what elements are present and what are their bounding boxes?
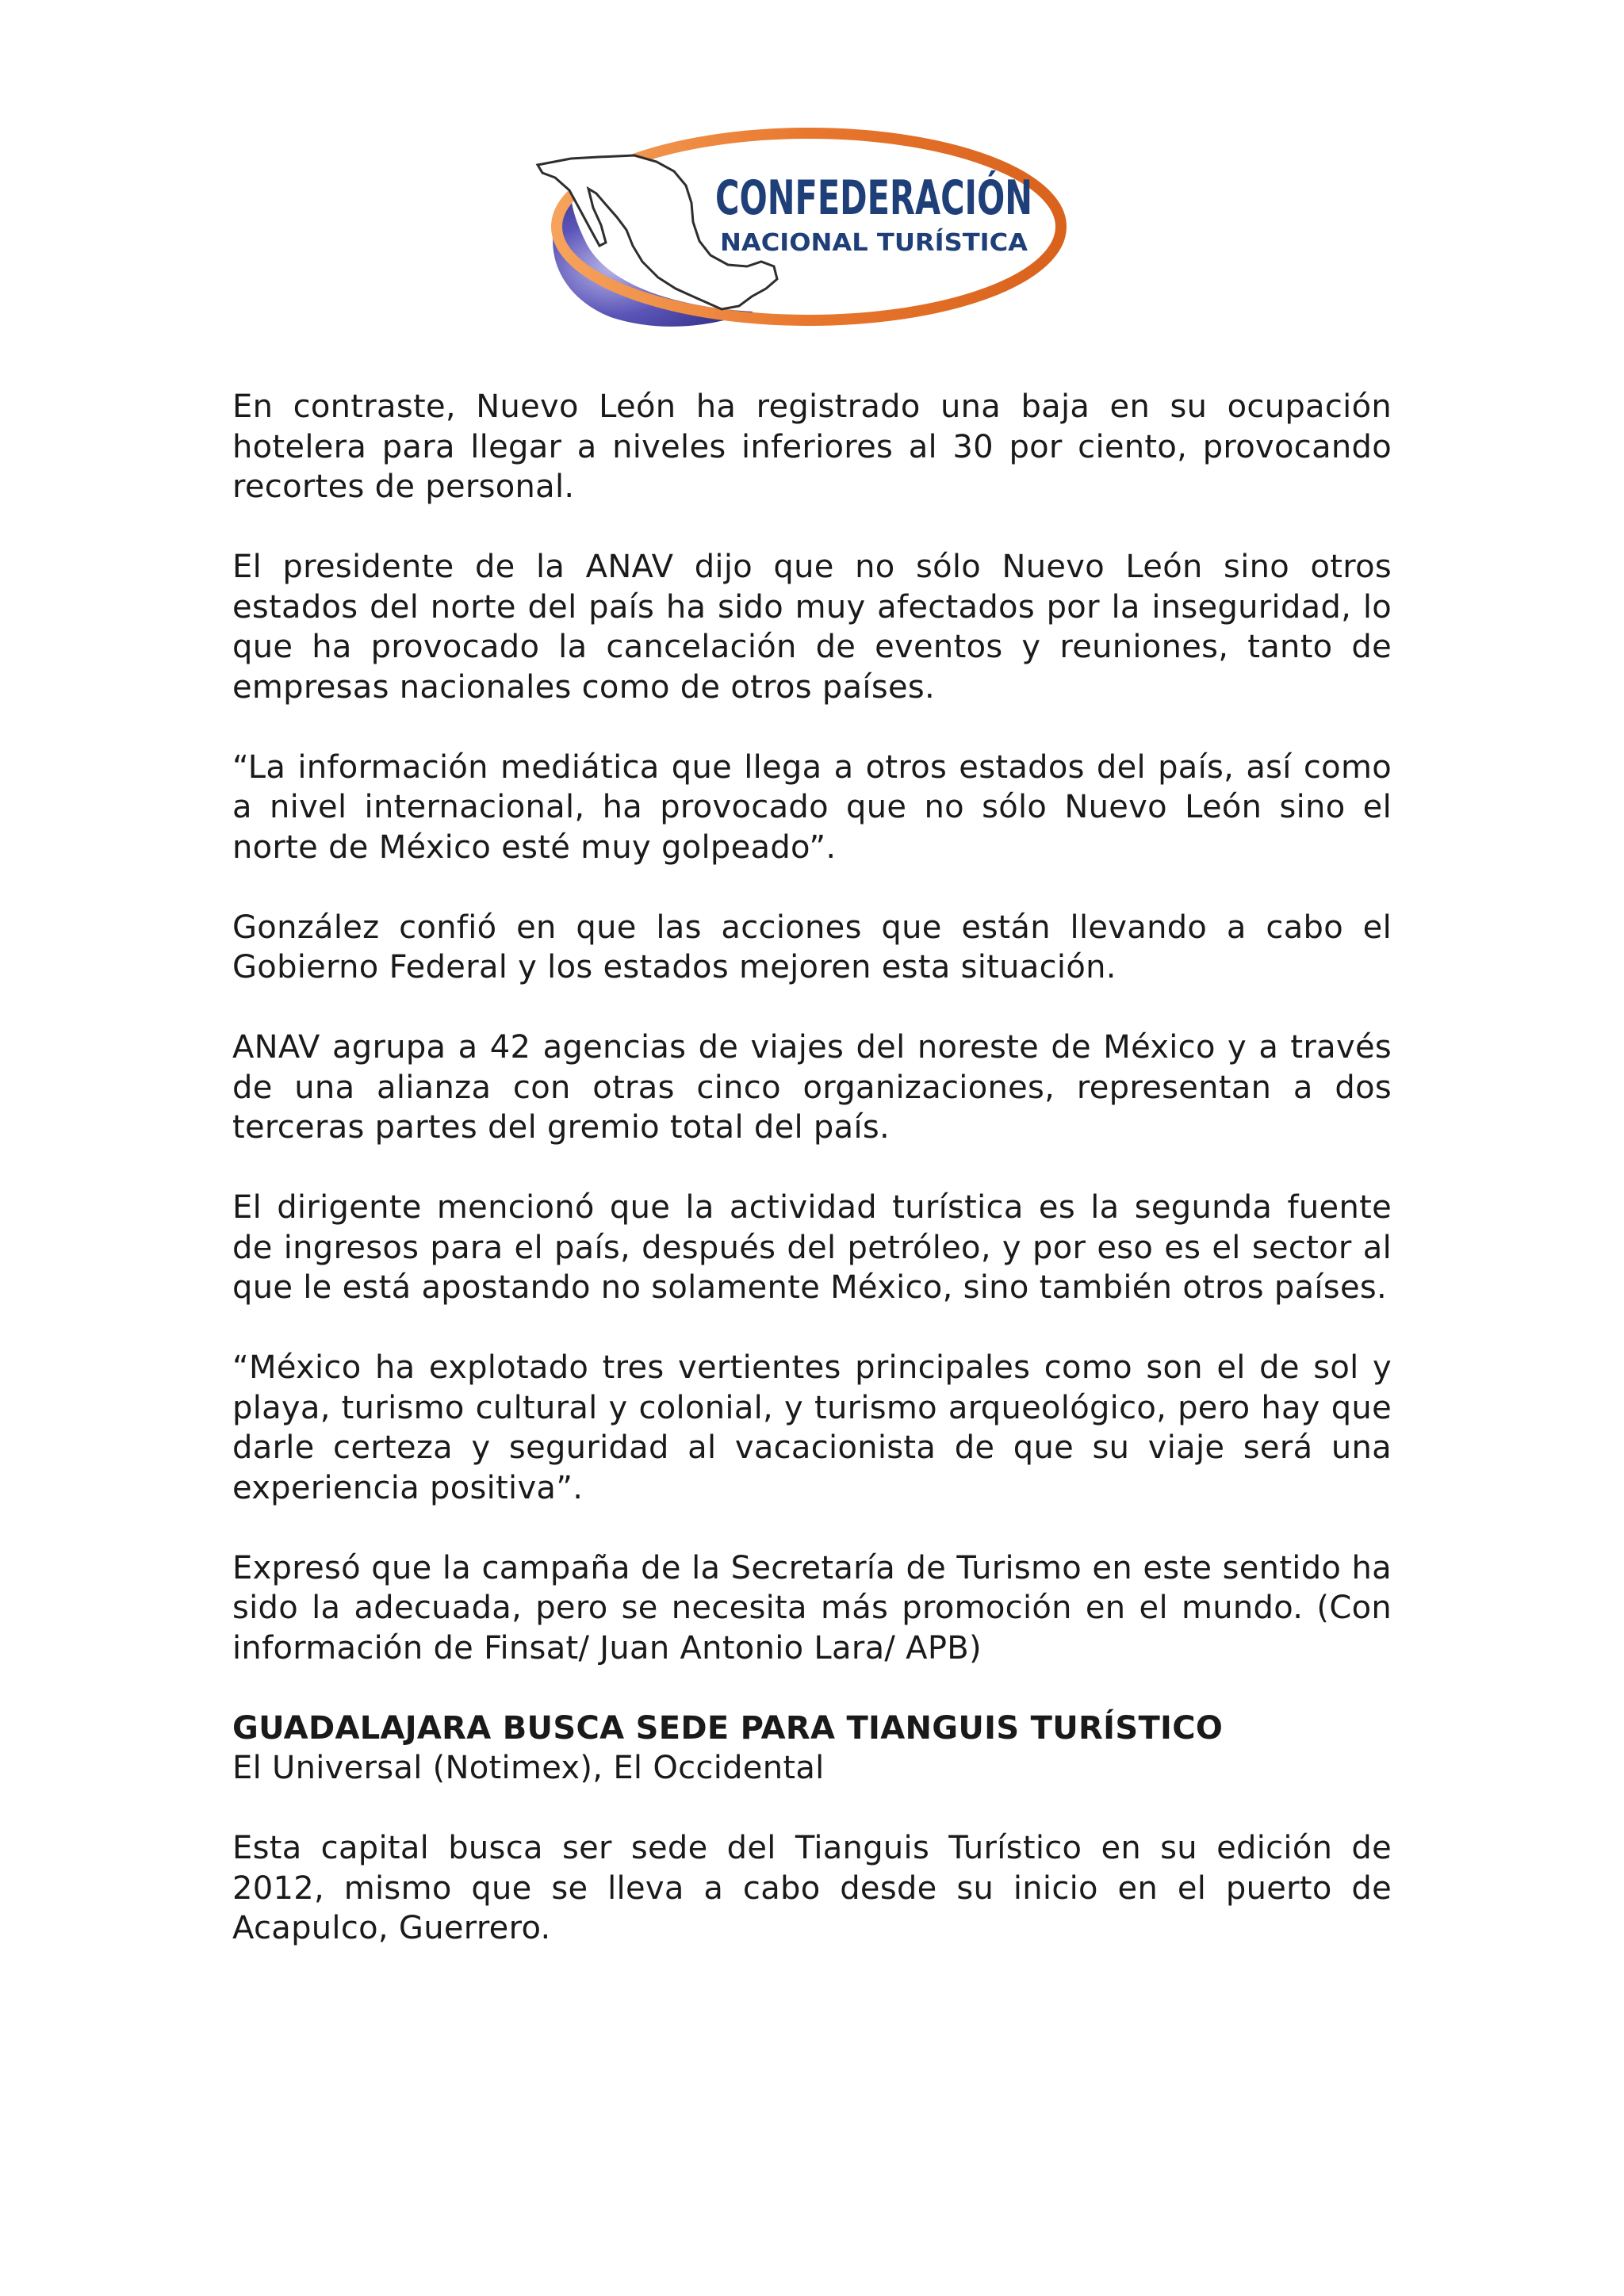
logo-line1: CONFEDERACIÓN [715, 170, 1174, 226]
logo-graphic [523, 109, 1174, 347]
article-body: Esta capital busca ser sede del Tianguis Turístico en su edición de 2012, mismo que se lleva a cabo desde su inicio en el puerto de Acapulco, Guerrero. [232, 1830, 1392, 1946]
document-body [232, 387, 1392, 1988]
paragraph-1: En contraste, Nuevo León ha registrado una baja en su ocupación hotelera para llegar a niveles inferiores al 30 por ciento, provocando recortes de personal. [232, 388, 1392, 505]
logo-line2: NACIONAL TURÍSTICA [720, 229, 1008, 257]
paragraph-6: El dirigente mencionó que la actividad turística es la segunda fuente de ingresos para el país, después del petróleo, y por eso es el sector al que le está apostando no solamente México, sino también otros países. [232, 1189, 1392, 1306]
paragraph-8: Expresó que la campaña de la Secretaría de Turismo en este sentido ha sido la adecuada, pero se necesita más promoción en el mundo. (Con información de Finsat/ Juan Antonio Lara/ APB) [232, 1549, 1392, 1667]
paragraph-3: “La información mediática que llega a otros estados del país, así como a nivel internacional, ha provocado que no sólo Nuevo León sino el norte de México esté muy golpeado”. [232, 748, 1392, 866]
article-source: El Universal (Notimex), El Occidental [232, 1750, 825, 1786]
paragraph-5: ANAV agrupa a 42 agencias de viajes del noreste de México y a través de una alianza con otras cinco organizaciones, representan a dos terceras partes del gremio total del país. [232, 1029, 1392, 1146]
paragraph-4: González confió en que las acciones que están llevando a cabo el Gobierno Federal y los estados mejoren esta situación. [232, 909, 1392, 985]
confederacion-logo [523, 109, 1174, 347]
paragraph-2: El presidente de la ANAV dijo que no sólo Nuevo León sino otros estados del norte del país ha sido muy afectados por la inseguridad, lo que ha provocado la cancelación de eventos y reuniones, tanto de empresas nacionales como de otros países. [232, 549, 1392, 706]
article-headline: GUADALAJARA BUSCA SEDE PARA TIANGUIS TURÍSTICO [232, 1709, 1224, 1747]
paragraph-7: “México ha explotado tres vertientes principales como son el de sol y playa, turismo cultural y colonial, y turismo arqueológico, pero hay que darle certeza y seguridad al vacacionista de que su viaje será una experiencia positiva”. [232, 1349, 1392, 1506]
